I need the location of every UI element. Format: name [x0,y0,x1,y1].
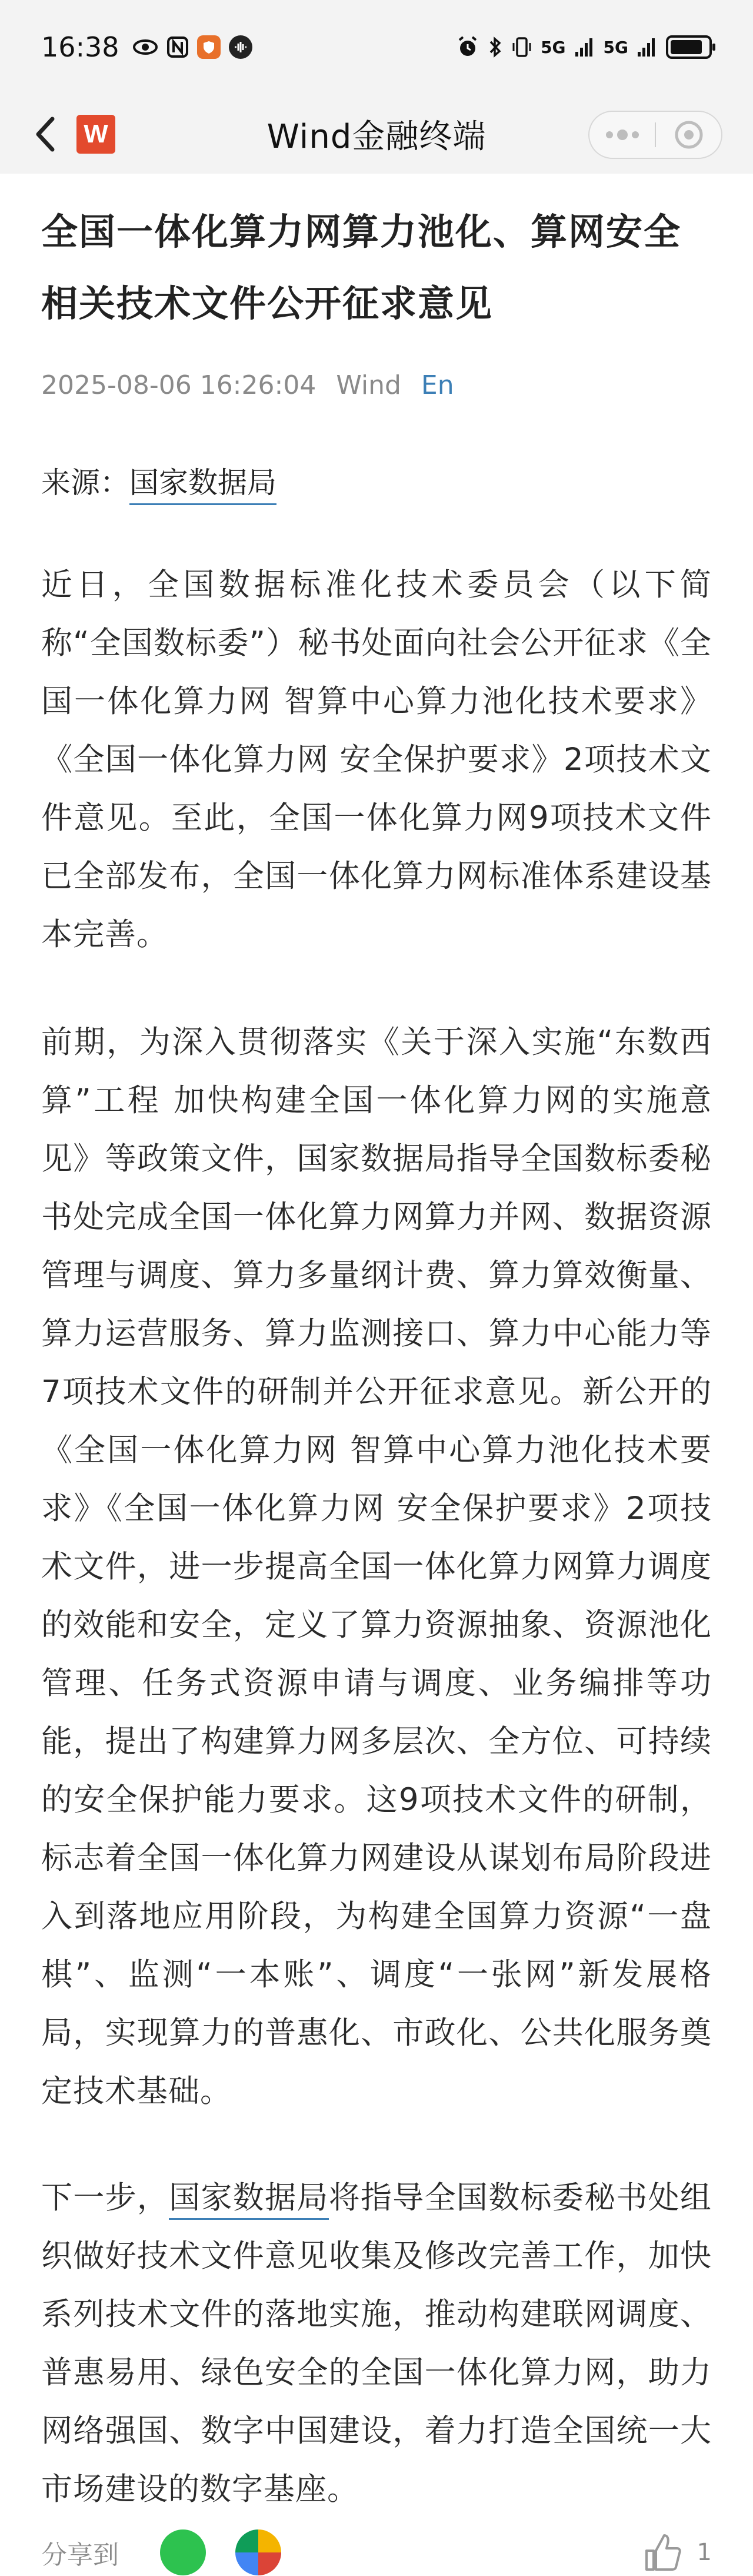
more-dots-icon [604,129,641,141]
close-miniprogram-button[interactable] [656,112,721,158]
share-label: 分享到 [41,2540,119,2570]
article-paragraph-1: 近日，全国数据标准化技术委员会（以下简称“全国数标委”）秘书处面向社会公开征求《全国一体化算力网 智算中心算力池化技术要求》《全国一体化算力网 安全保护要求》2项技术文件意见。至此，全国一体化算力网9项技术文件已全部发布，全国一体化算力网标准体系建设基本完善。 [41,567,712,952]
audio-wave-icon [229,35,252,59]
wechat-share-icon[interactable] [160,2529,206,2575]
shield-app-icon [197,35,221,59]
like-count: 1 [697,2539,712,2566]
chevron-left-icon [34,115,57,153]
article-title [41,196,712,340]
paragraph-3-body: 将指导全国数标委秘书处组织做好技术文件意见收集及修改完善工作，加快系列技术文件的落地实施，推动构建联网调度、普惠易用、绿色安全的全国一体化算力网，助力网络强国、数字中国建设，着力打造全国统一大市场建设的数字基座。 [41,2180,712,2507]
article [41,174,712,2518]
nav-bar [0,94,753,174]
article-title-line-1: 全国一体化算力网算力池化、算网安全 [41,210,682,253]
article-meta [41,370,712,400]
nfc-icon [166,36,189,58]
back-button[interactable] [31,114,60,155]
alarm-icon [456,35,479,59]
wind-logo: W [76,115,115,154]
share-bar [41,2529,712,2576]
signal-icon-2 [637,36,658,58]
battery-level [671,40,702,54]
publisher: Wind [336,370,401,400]
paragraph-3-intro: 下一步， [41,2180,169,2216]
english-toggle[interactable]: En [421,370,454,400]
more-button[interactable] [589,112,655,158]
thumbs-up-icon [642,2532,683,2573]
article-paragraph-3 [41,2169,712,2518]
source-label: 来源： [41,466,129,500]
battery-icon [666,35,712,59]
status-right-icons [456,35,712,59]
status-bar [0,0,753,94]
article-source [41,459,712,502]
article-paragraph-2: 前期，为深入贯彻落实《关于深入实施“东数西算”工程 加快构建全国一体化算力网的实施意见》等政策文件，国家数据局指导全国数标委秘书处完成全国一体化算力网算力并网、数据资源管理与调度、算力多量纲计费、算力算效衡量、算力运营服务、算力监测接口、算力中心能力等7项技术文件的研制并公开征求意见。新公开的《全国一体化算力网 智算中心算力池化技术要求》《全国一体化算力网 安全保护要求》2项技术文件，进一步提高全国一体化算力网算力调度的效能和安全，定义了算力资源抽象、资源池化管理、任务式资源申请与调度、业务编排等功能，提出了构建算力网多层次、全方位、可持续的安全保护能力要求。这9项技术文件的研制，标志着全国一体化算力网建设从谋划布局阶段进入到落地应用阶段，为构建全国算力资源“一盘棋”、监测“一本账”、调度“一张网”新发展格局，实现算力的普惠化、市政化、公共化服务奠定技术基础。 [41,1024,712,2109]
eye-icon [132,38,158,56]
vibrate-icon [511,35,532,59]
agency-link[interactable]: 国家数据局 [169,2180,329,2220]
source-link[interactable]: 国家数据局 [129,466,276,505]
article-title-line-2: 相关技术文件公开征求意见 [41,282,494,325]
target-close-icon [674,119,704,150]
page-title: Wind金融终端 [266,117,487,156]
bluetooth-icon [488,35,503,59]
publish-datetime: 2025-08-06 16:26:04 [41,370,316,400]
status-left-icons [132,35,252,59]
signal-icon [574,36,595,58]
moments-share-icon[interactable] [235,2529,281,2575]
mini-program-capsule [588,111,722,159]
status-time: 16:38 [41,31,119,63]
network-type-label: 5G [541,37,566,57]
network-type-label-2: 5G [603,37,628,57]
like-button[interactable] [642,2532,712,2573]
